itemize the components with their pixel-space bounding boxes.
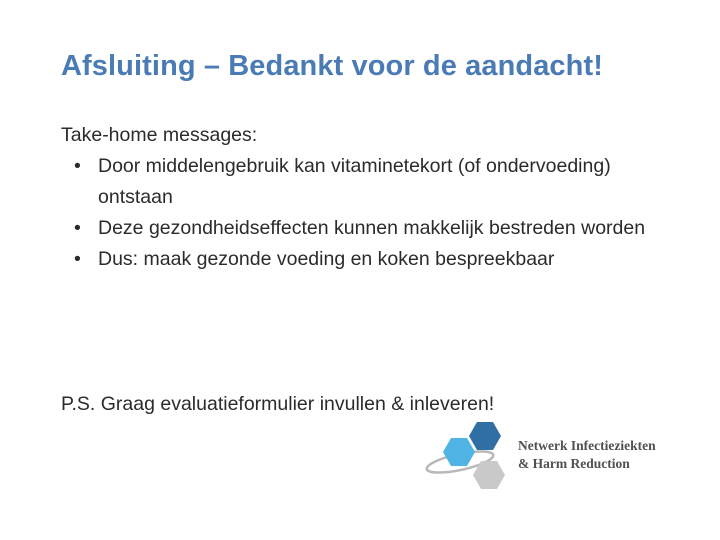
logo-line-1: Netwerk Infectieziekten [518, 438, 656, 453]
light-blue-hexagon [443, 438, 475, 466]
bullet-text: Dus: maak gezonde voeding en koken bespreekbaar [98, 248, 555, 270]
bullet-icon: • [74, 155, 81, 177]
slide-title: Afsluiting – Bedankt voor de aandacht! [61, 50, 603, 82]
bullet-icon: • [74, 217, 81, 239]
list-item [61, 213, 681, 244]
bullet-text: Door middelengebruik kan vitaminetekort (of ondervoeding) ontstaan [98, 155, 611, 208]
bullet-icon: • [74, 248, 81, 270]
intro-text: Take-home messages: [61, 124, 258, 146]
hexagon-logo-icon [420, 415, 520, 497]
logo-text [518, 437, 656, 473]
organization-logo [420, 415, 690, 497]
ps-note: P.S. Graag evaluatieformulier invullen & inleveren! [61, 393, 495, 415]
list-item [61, 244, 681, 275]
logo-line-2: & Harm Reduction [518, 456, 630, 471]
dark-blue-hexagon [469, 422, 501, 450]
slide-body [61, 120, 681, 275]
bullet-text: Deze gezondheidseffecten kunnen makkelijk bestreden worden [98, 217, 646, 239]
list-item [61, 151, 681, 213]
bullet-list [61, 151, 681, 275]
